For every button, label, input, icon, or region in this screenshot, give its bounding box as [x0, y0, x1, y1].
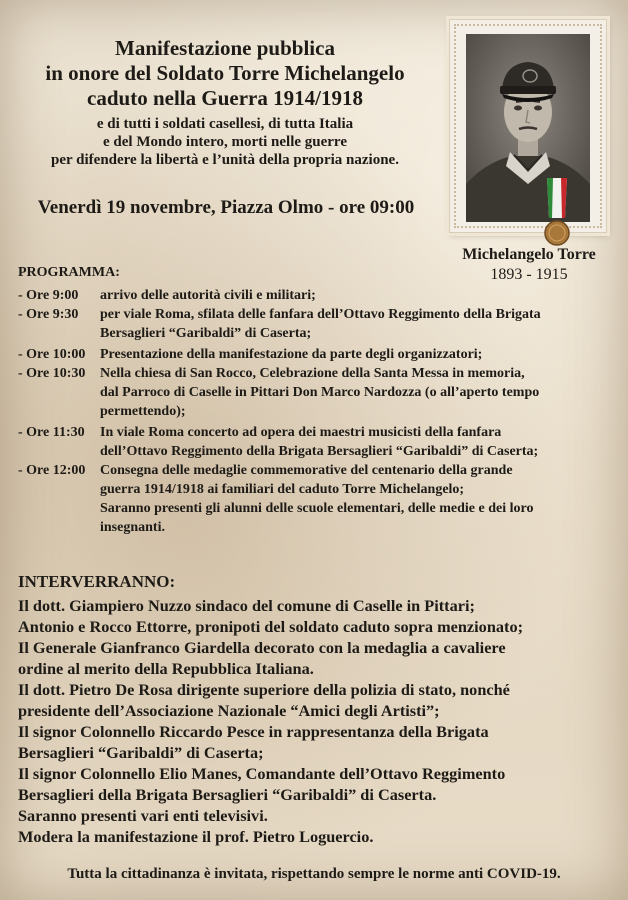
subtitle-line-2: e del Mondo intero, morti nelle guerre — [103, 134, 347, 150]
speaker-line: Il signor Colonnello Elio Manes, Comandante dell’Ottavo Reggimento — [18, 764, 506, 783]
speaker-line: Il signor Colonnello Riccardo Pesce in rappresentanza della Brigata — [18, 722, 489, 741]
program-text: Bersaglieri “Garibaldi” di Caserta; — [100, 326, 312, 341]
speakers-list — [18, 595, 618, 847]
speaker-line: Antonio e Rocco Ettorre, pronipoti del soldato caduto sopra menzionato; — [18, 617, 524, 636]
footer-invitation: Tutta la cittadinanza è invitata, rispettando sempre le norme anti COVID-19. — [67, 866, 561, 882]
program-item — [18, 461, 618, 537]
portrait-caption-name: Michelangelo Torre — [462, 246, 596, 263]
interverranno-heading: INTERVERRANNO: — [18, 572, 176, 591]
portrait-caption-years: 1893 - 1915 — [490, 266, 568, 283]
program-item — [18, 423, 618, 461]
program-item — [18, 345, 618, 364]
soldier-portrait-photo — [466, 34, 590, 222]
program-text: arrivo delle autorità civili e militari; — [100, 288, 316, 303]
program-time: - Ore 11:30 — [18, 425, 85, 440]
title-line-2: in onore del Soldato Torre Michelangelo — [45, 61, 405, 85]
medal-icon — [543, 178, 571, 248]
subtitle-line-1: e di tutti i soldati casellesi, di tutta Italia — [96, 116, 354, 132]
title-line-1: Manifestazione pubblica — [115, 36, 335, 60]
program-text: dal Parroco di Caselle in Pittari Don Marco Nardozza (o all’aperto tempo — [100, 385, 540, 400]
program-time: - Ore 9:00 — [18, 288, 79, 303]
program-item — [18, 305, 618, 343]
program-item — [18, 286, 618, 305]
program-text: dell’Ottavo Reggimento della Brigata Bersaglieri “Garibaldi” di Caserta; — [100, 444, 539, 459]
speaker-line: presidente dell’Associazione Nazionale “Amici degli Artisti”; — [18, 701, 440, 720]
program-time: - Ore 12:00 — [18, 463, 86, 478]
programma-heading: PROGRAMMA: — [18, 265, 120, 280]
program-time: - Ore 9:30 — [18, 307, 79, 322]
subtitle-line-3: per difendere la libertà e l’unità della propria nazione. — [51, 152, 399, 168]
speaker-line: Modera la manifestazione il prof. Pietro Loguercio. — [18, 827, 374, 846]
program-text: insegnanti. — [100, 520, 165, 535]
title-line-3: caduto nella Guerra 1914/1918 — [87, 86, 363, 110]
speaker-line: Bersaglieri della Brigata Bersaglieri “Garibaldi” di Caserta. — [18, 785, 437, 804]
event-date-place: Venerdì 19 novembre, Piazza Olmo - ore 09:00 — [37, 197, 415, 218]
speaker-line: Il dott. Pietro De Rosa dirigente superiore della polizia di stato, nonché — [18, 680, 510, 699]
speaker-line: Il Generale Gianfranco Giardella decorato con la medaglia a cavaliere — [18, 638, 506, 657]
program-time: - Ore 10:30 — [18, 366, 86, 381]
program-text: guerra 1914/1918 ai familiari del caduto Torre Michelangelo; — [100, 482, 465, 497]
speaker-line: ordine al merito della Repubblica Italiana. — [18, 659, 314, 678]
program-text: In viale Roma concerto ad opera dei maestri musicisti della fanfara — [100, 425, 502, 440]
program-text: Presentazione della manifestazione da parte degli organizzatori; — [100, 347, 483, 362]
program-text: Consegna delle medaglie commemorative del centenario della grande — [100, 463, 513, 478]
program-text: per viale Roma, sfilata delle fanfara dell’Ottavo Reggimento della Brigata — [100, 307, 541, 322]
portrait-frame — [449, 19, 607, 233]
program-item — [18, 364, 618, 421]
speaker-line: Bersaglieri “Garibaldi” di Caserta; — [18, 743, 264, 762]
program-text: Saranno presenti gli alunni delle scuole elementari, delle medie e dei loro — [100, 501, 534, 516]
program-text: Nella chiesa di San Rocco, Celebrazione della Santa Messa in memoria, — [100, 366, 525, 381]
program-text: permettendo); — [100, 404, 186, 419]
speaker-line: Saranno presenti vari enti televisivi. — [18, 806, 268, 825]
program-time: - Ore 10:00 — [18, 347, 86, 362]
speaker-line: Il dott. Giampiero Nuzzo sindaco del comune di Caselle in Pittari; — [18, 596, 475, 615]
